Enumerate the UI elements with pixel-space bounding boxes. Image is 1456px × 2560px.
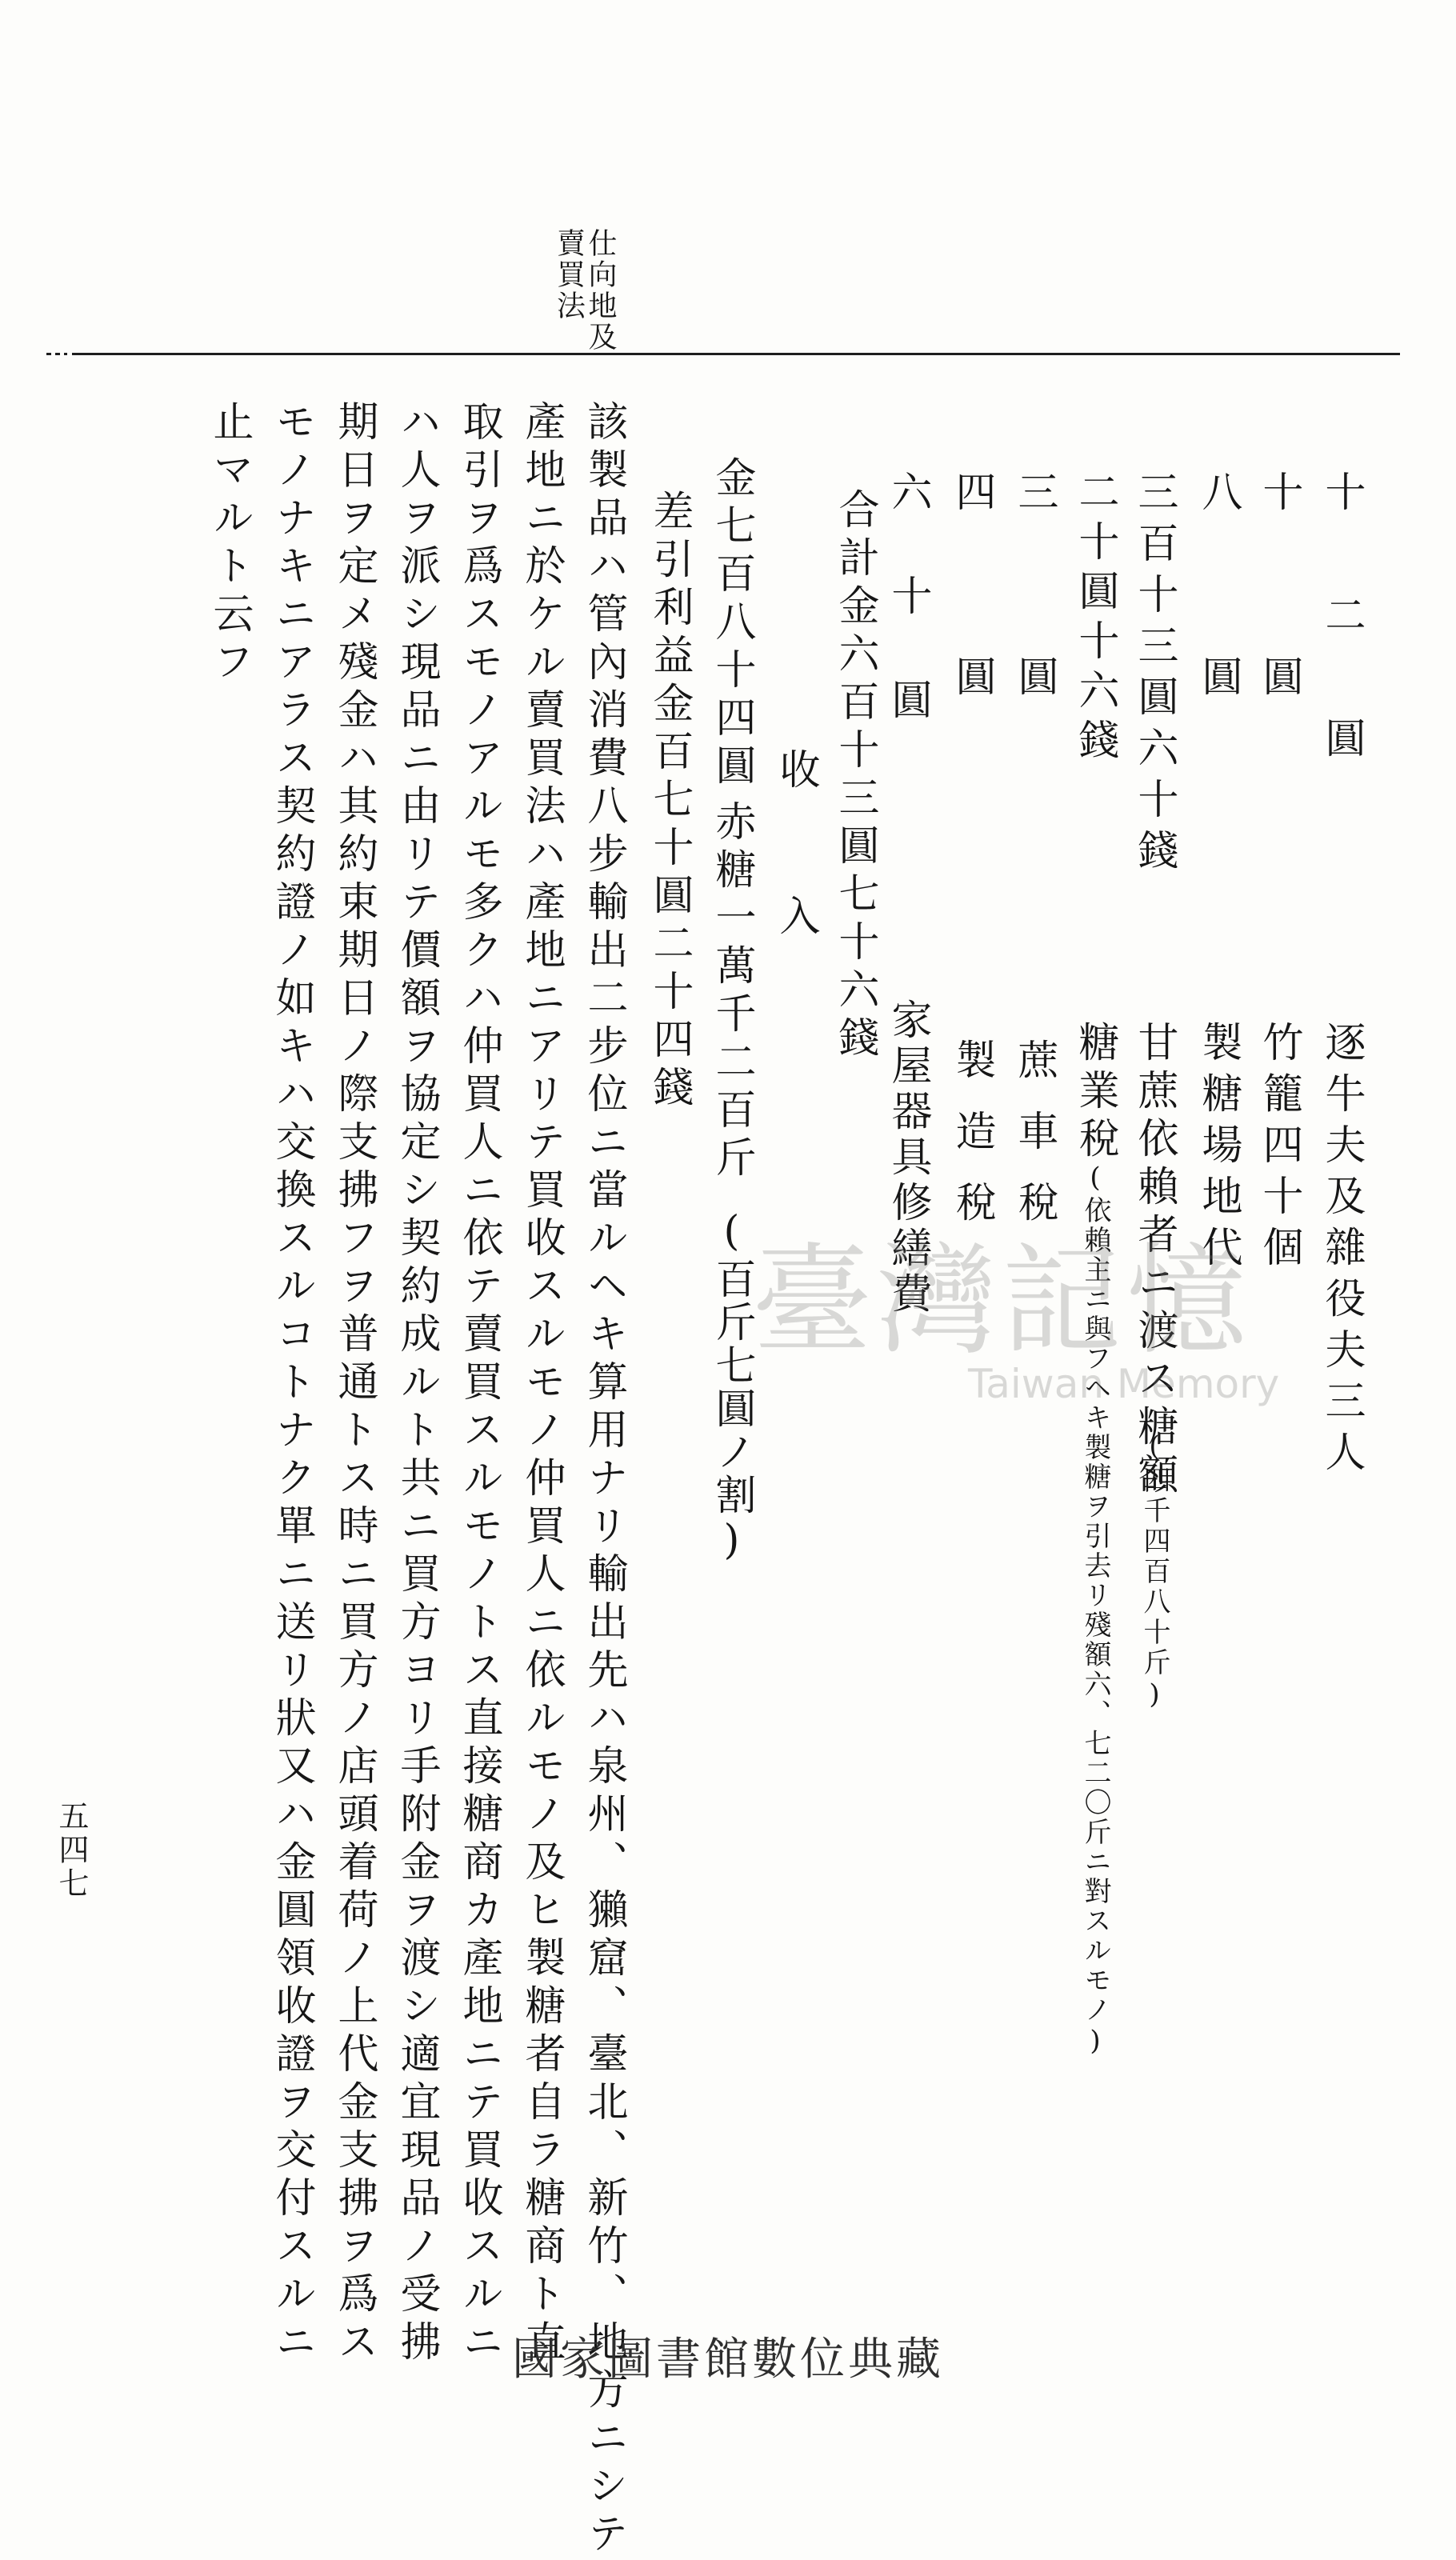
expense-amount: 十 二 圓 [1318,470,1365,778]
profit-line: 差引利益金百七十圓二十四錢 [646,490,693,1114]
watermark-chinese: 臺灣記憶 [752,1232,1252,1371]
side-note-line-2: 賣買法 [552,228,586,322]
expense-amount: 八 圓 [1194,470,1242,717]
expense-amount: 三 圓 [1010,470,1058,717]
side-note-line-1: 仕向地及 [584,228,617,353]
expense-note: (四千四百八十斤) [1138,1430,1170,1714]
side-note [553,228,616,353]
expense-item: 製糖場地代 [1194,1021,1242,1277]
expense-item: 糖業稅 [1071,1021,1118,1165]
header-rule-dash [46,353,67,355]
expense-item: 竹籠四十個 [1255,1021,1302,1277]
income-note: (百斤七圓ノ割) [708,1208,755,1566]
expense-amount: 三百十三圓六十錢 [1130,470,1178,880]
income-amount: 金七百八十四圓 [708,456,755,792]
expense-amount: 六 十 圓 [884,470,931,730]
header-rule [72,353,1400,355]
paragraph-line: 期日ヲ定メ殘金ハ其約束期日ノ際支拂フヲ普通トス時ニ買方ノ店頭着荷ノ上代金支拂ヲ爲ス [330,400,378,2368]
expense-item: 逐牛夫及雜役夫三人 [1318,1021,1365,1482]
income-heading: 收 入 [772,748,819,943]
expense-item: 蔗車稅 [1010,1038,1058,1252]
paragraph-line: 產地ニ於ケル賣買法ハ產地ニアリテ買收スルモノ仲買人ニ依ルモノ及ヒ製糖者自ラ糖商ト直 [518,400,565,2368]
footer-collection-label: 國家圖書館數位典藏 [512,2334,944,2386]
paragraph-line: ハ人ヲ派シ現品ニ由リテ價額ヲ協定シ契約成ルト共ニ買方ヨリ手附金ヲ渡シ適宜現品ノ受拂 [393,400,440,2368]
page-number: 五四七 [54,1800,89,1901]
paragraph-line: 取引ヲ爲スモノアルモ多クハ仲買人ニ依テ賣買スルモノトス直接糖商カ產地ニテ買收スルニ [455,400,502,2368]
expense-amount: 十 圓 [1255,470,1302,717]
watermark-english: Taiwan Memory [968,1361,1280,1407]
expense-item: 家屋器具修繕費 [884,998,931,1318]
total-line: 合計金六百十三圓七十六錢 [831,488,878,1064]
income-item: 赤糖一萬千二百斤 [708,800,755,1184]
expense-amount: 二十圓十六錢 [1071,470,1118,768]
expense-amount: 四 圓 [948,470,995,717]
expense-note: (依賴主ニ與フヘキ製糖ヲ引去リ殘額六、七二〇斤ニ對スルモノ) [1079,1162,1111,2059]
watermark [752,1204,1312,1407]
expense-item: 甘蔗依賴者ニ渡ス糖額 [1130,1021,1178,1501]
paragraph-line: モノナキニアラス契約證ノ如キハ交換スルコトナク單ニ送リ狀又ハ金圓領收證ヲ交付スルニ [268,400,315,2368]
expense-item: 製造稅 [948,1038,995,1252]
paragraph-line: 止マルト云フ [206,400,253,688]
paragraph-line: 該製品ハ管內消費八步輸出二步位ニ當ルヘキ算用ナリ輸出先ハ泉州、獺窟、臺北、新竹、地方ニシテ [580,400,627,2560]
